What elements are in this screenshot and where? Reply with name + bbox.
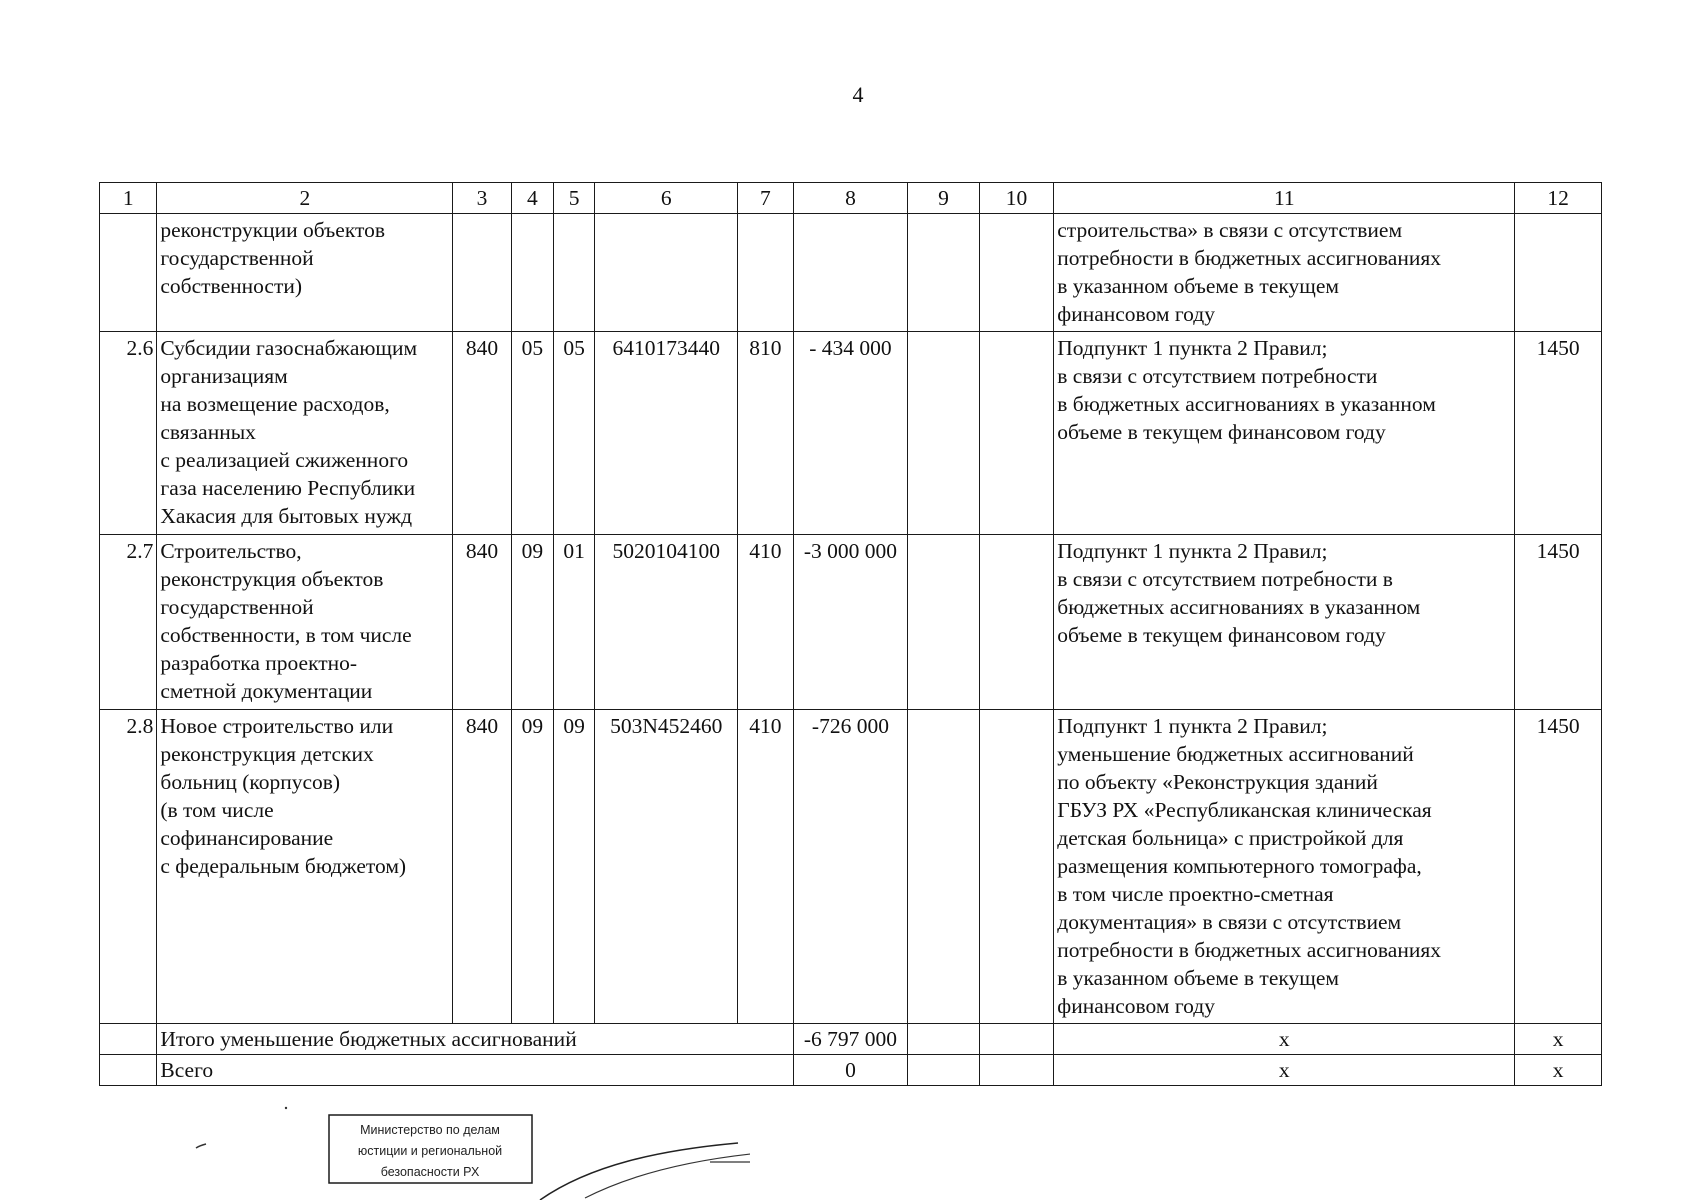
table-cell <box>908 710 979 1024</box>
header-cell: 12 <box>1515 183 1602 214</box>
header-cell: 7 <box>738 183 793 214</box>
note-cell: Подпункт 1 пункта 2 Правил; в связи с отсутствием потребности в бюджетных ассигнованиях в указанном объеме в текущем финансовом году <box>1054 535 1515 710</box>
header-cell: 5 <box>554 183 595 214</box>
table-cell <box>979 332 1053 535</box>
row-number-cell <box>100 1024 157 1055</box>
total-note-mark: x <box>1054 1024 1515 1055</box>
page-number: 4 <box>852 82 864 107</box>
header-cell: 6 <box>595 183 738 214</box>
header-cell: 4 <box>511 183 553 214</box>
total-amount: -6 797 000 <box>793 1024 908 1055</box>
table-row <box>100 332 1602 535</box>
ministry-code-cell: 840 <box>453 535 511 710</box>
ministry-code-cell: 840 <box>453 710 511 1024</box>
item-name-cell: Новое строительство или реконструкция детских больниц (корпусов) (в том числе софинансирование с федеральным бюджетом) <box>157 710 453 1024</box>
expense-type-cell: 410 <box>738 710 793 1024</box>
section-code-cell: 09 <box>511 535 553 710</box>
table-header-row <box>100 183 1602 214</box>
amount-cell: - 434 000 <box>793 332 908 535</box>
header-cell: 10 <box>979 183 1053 214</box>
svg-text:юстиции и региональной: юстиции и региональной <box>357 1144 503 1158</box>
grand-total-code-mark: x <box>1515 1055 1602 1086</box>
ministry-code-cell: 840 <box>453 332 511 535</box>
svg-text:Министерство по делам: Министерство по делам <box>360 1123 500 1137</box>
item-name-cell: реконструкции объектов государственной собственности) <box>157 214 453 332</box>
item-name-cell: Субсидии газоснабжающим организациям на возмещение расходов, связанных с реализацией сжиженного газа населению Республики Хакасия для бытовых нужд <box>157 332 453 535</box>
section-code-cell: 05 <box>511 332 553 535</box>
code-cell: 1450 <box>1515 535 1602 710</box>
table-cell <box>595 214 738 332</box>
target-code-cell: 5020104100 <box>595 535 738 710</box>
budget-table <box>99 182 1602 1086</box>
note-cell: строительства» в связи с отсутствием потребности в бюджетных ассигнованиях в указанном объеме в текущем финансовом году <box>1054 214 1515 332</box>
header-cell: 11 <box>1054 183 1515 214</box>
table-cell <box>453 214 511 332</box>
svg-text:безопасности РХ: безопасности РХ <box>380 1165 480 1179</box>
grand-total-note-mark: x <box>1054 1055 1515 1086</box>
table-cell <box>908 214 979 332</box>
subsection-code-cell: 09 <box>554 710 595 1024</box>
subsection-code-cell: 05 <box>554 332 595 535</box>
table-cell <box>979 535 1053 710</box>
section-code-cell: 09 <box>511 710 553 1024</box>
table-cell <box>793 214 908 332</box>
table-cell <box>908 1024 979 1055</box>
header-cell: 2 <box>157 183 453 214</box>
note-cell: Подпункт 1 пункта 2 Правил; в связи с отсутствием потребности в бюджетных ассигнованиях в указанном объеме в текущем финансовом году <box>1054 332 1515 535</box>
expense-type-cell: 410 <box>738 535 793 710</box>
total-row <box>100 1024 1602 1055</box>
table-cell <box>738 214 793 332</box>
row-number-cell: 2.6 <box>100 332 157 535</box>
table-cell <box>1515 214 1602 332</box>
header-cell: 3 <box>453 183 511 214</box>
table-cell <box>979 214 1053 332</box>
table-row <box>100 535 1602 710</box>
table-cell <box>908 332 979 535</box>
table-cell <box>511 214 553 332</box>
table-cell <box>979 1024 1053 1055</box>
grand-total-label: Всего <box>157 1055 793 1086</box>
table-cell <box>979 1055 1053 1086</box>
item-name-cell: Строительство, реконструкция объектов государственной собственности, в том числе разработка проектно- сметной документации <box>157 535 453 710</box>
ministry-stamp <box>328 1114 533 1184</box>
table-row-continuation <box>100 214 1602 332</box>
code-cell: 1450 <box>1515 710 1602 1024</box>
amount-cell: -726 000 <box>793 710 908 1024</box>
target-code-cell: 6410173440 <box>595 332 738 535</box>
table-cell <box>979 710 1053 1024</box>
subsection-code-cell: 01 <box>554 535 595 710</box>
grand-total-amount: 0 <box>793 1055 908 1086</box>
total-code-mark: x <box>1515 1024 1602 1055</box>
row-number-cell: 2.7 <box>100 535 157 710</box>
row-number-cell <box>100 214 157 332</box>
target-code-cell: 503N452460 <box>595 710 738 1024</box>
header-cell: 1 <box>100 183 157 214</box>
expense-type-cell: 810 <box>738 332 793 535</box>
total-label: Итого уменьшение бюджетных ассигнований <box>157 1024 793 1055</box>
note-cell: Подпункт 1 пункта 2 Правил; уменьшение бюджетных ассигнований по объекту «Реконструкция зданий ГБУЗ РХ «Республиканская клиническая детская больница» с пристройкой для размещения компьютерного томографа, в том числе проектно-сметная документация» в связи с отсутствием потребности в бюджетных ассигнованиях в указанном объеме в текущем финансовом году <box>1054 710 1515 1024</box>
table-row <box>100 710 1602 1024</box>
table-cell <box>908 535 979 710</box>
row-number-cell: 2.8 <box>100 710 157 1024</box>
amount-cell: -3 000 000 <box>793 535 908 710</box>
header-cell: 9 <box>908 183 979 214</box>
row-number-cell <box>100 1055 157 1086</box>
code-cell: 1450 <box>1515 332 1602 535</box>
table-cell <box>554 214 595 332</box>
table-cell <box>908 1055 979 1086</box>
header-cell: 8 <box>793 183 908 214</box>
